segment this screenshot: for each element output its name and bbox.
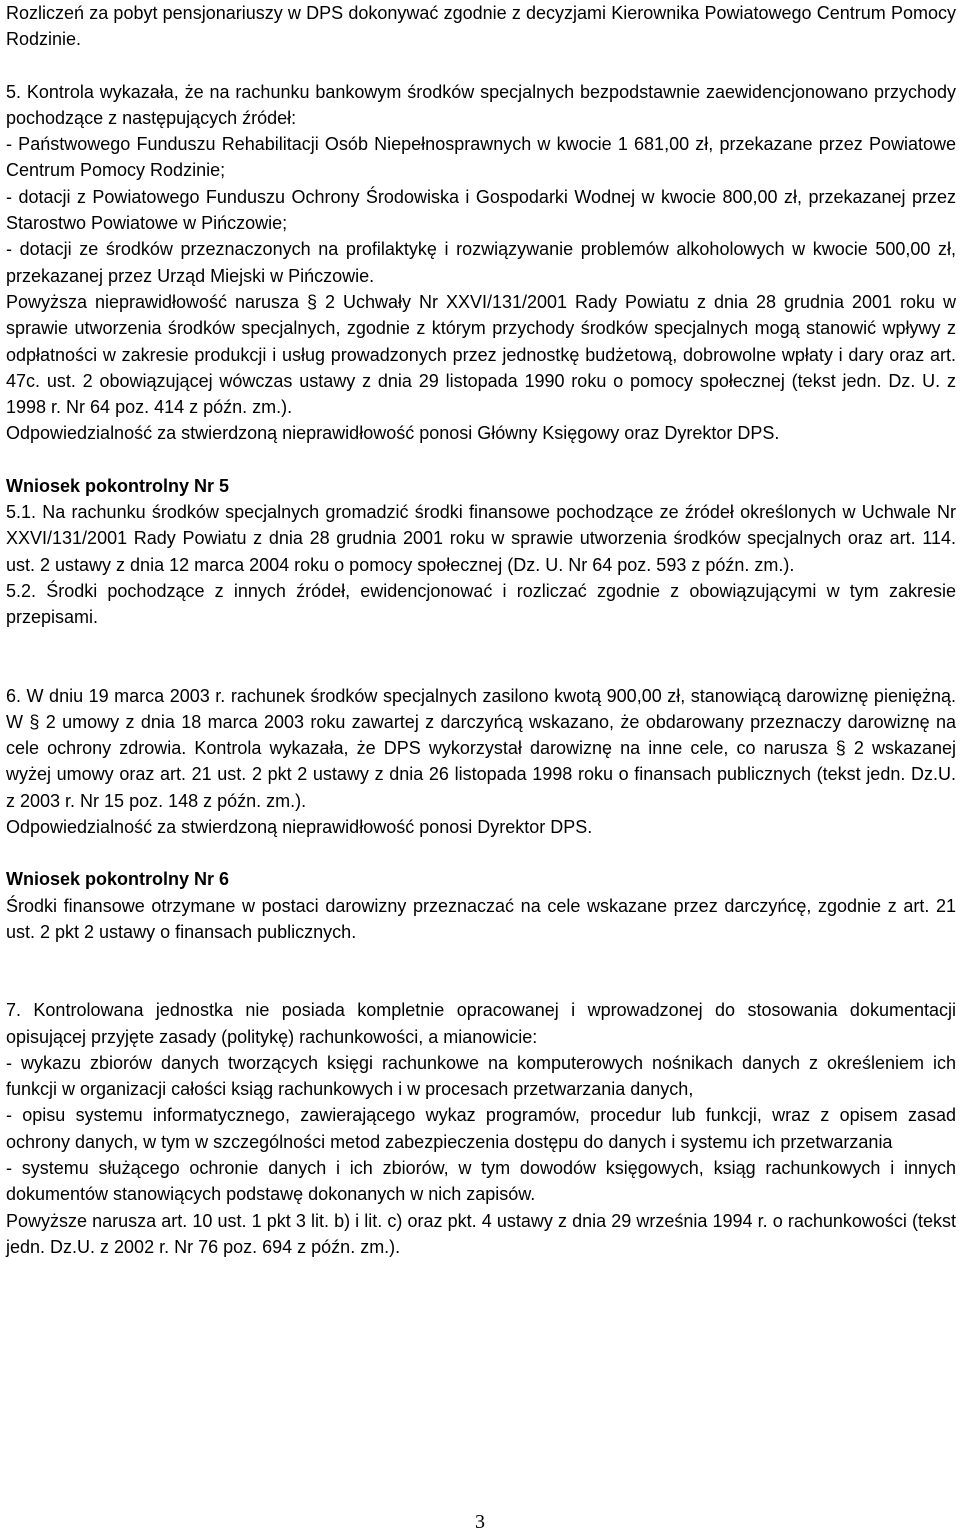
wniosek5-paragraph: 5.2. Środki pochodzące z innych źródeł, ewidencjonować i rozliczać zgodnie z obowiązującymi w tym zakresie przepisami. — [6, 580, 956, 628]
spacer — [6, 447, 956, 473]
spacer — [6, 631, 956, 683]
section5-paragraph: 5. Kontrola wykazała, że na rachunku bankowym środków specjalnych bezpodstawnie zaewidencjonowano przychody pochodzące z następujących źródeł: — [6, 81, 956, 128]
document-page — [6, 0, 956, 1260]
section5-responsibility: Odpowiedzialność za stwierdzoną nieprawidłowość ponosi Główny Księgowy oraz Dyrektor DPS. — [6, 423, 780, 444]
section7-item: - systemu służącego ochronie danych i ich zbiorów, w tym dowodów księgowych, ksiąg rachunkowych i innych dokumentów stanowiących podstawę dokonanych w nich zapisów. — [6, 1157, 956, 1205]
section7-paragraph: 7. Kontrolowana jednostka nie posiada kompletnie opracowanej i wprowadzonej do stosowania dokumentacji opisującej przyjęte zasady (politykę) rachunkowości, a mianowicie: — [6, 1000, 956, 1047]
wniosek5-paragraph: 5.1. Na rachunku środków specjalnych gromadzić środki finansowe pochodzące ze źródeł określonych w Uchwale Nr XXVI/131/2001 Rady Powiatu z dnia 28 grudnia 2001 roku w sprawie utworzenia środków specjalnych oraz art. 114. ust. 2 ustawy z dnia 12 marca 2004 roku o pomocy społecznej (Dz. U. Nr 64 poz. 593 z późn. zm.). — [6, 502, 956, 575]
section5-item: - dotacji ze środków przeznaczonych na profilaktykę i rozwiązywanie problemów alkoholowych w kwocie 500,00 zł, przekazanej przez Urząd Miejski w Pińczowie. — [6, 239, 956, 286]
wniosek5-heading: Wniosek pokontrolny Nr 5 — [6, 475, 230, 496]
spacer — [6, 945, 956, 997]
section6-paragraph: 6. W dniu 19 marca 2003 r. rachunek środków specjalnych zasilono kwotą 900,00 zł, stanowiącą darowiznę pieniężną. W § 2 umowy z dnia 18 marca 2003 roku zawartej z darczyńcą wskazano, że obdarowany przeznaczy darowiznę na cele ochrony zdrowia. Kontrola wykazała, że DPS wykorzystał darowiznę na inne cele, co narusza § 2 wskazanej wyżej umowy oraz art. 21 ust. 2 pkt 2 ustawy z dnia 26 listopada 1998 roku o finansach publicznych (tekst jedn. Dz.U. z 2003 r. Nr 15 poz. 148 z późn. zm.). — [6, 685, 956, 811]
intro-paragraph: Rozliczeń za pobyt pensjonariuszy w DPS dokonywać zgodnie z decyzjami Kierownika Powiatowego Centrum Pomocy Rodzinie. — [6, 3, 956, 50]
section5-item: - dotacji z Powiatowego Funduszu Ochrony Środowiska i Gospodarki Wodnej w kwocie 800,00 zł, przekazanej przez Starostwo Powiatowe w Pińczowie; — [6, 186, 956, 234]
section7-item: - opisu systemu informatycznego, zawierającego wykaz programów, procedur lub funkcji, wraz z opisem zasad ochrony danych, w tym w szczególności metod zabezpieczenia dostępu do danych i systemu ich przetwarzania — [6, 1105, 956, 1152]
page-number: 3 — [475, 1511, 485, 1533]
section7-violation: Powyższe narusza art. 10 ust. 1 pkt 3 lit. b) i lit. c) oraz pkt. 4 ustawy z dnia 29 września 1994 r. o rachunkowości (tekst jedn. Dz.U. z 2002 r. Nr 76 poz. 694 z późn. zm.). — [6, 1210, 956, 1257]
section5-violation: Powyższa nieprawidłowość narusza § 2 Uchwały Nr XXVI/131/2001 Rady Powiatu z dnia 28 grudnia 2001 roku w sprawie utworzenia środków specjalnych, zgodnie z którym przychody środków specjalnych mogą stanowić wpływy z odpłatności w zakresie produkcji i usług prowadzonych przez jednostkę budżetową, dobrowolne wpłaty i dary oraz art. 47c. ust. 2 obowiązującej wówczas ustawy z dnia 29 listopada 1990 roku o pomocy społecznej (tekst jedn. Dz. U. z 1998 r. Nr 64 poz. 414 z późn. zm.). — [6, 291, 956, 418]
section6-responsibility: Odpowiedzialność za stwierdzoną nieprawidłowość ponosi Dyrektor DPS. — [6, 817, 593, 838]
wniosek6-heading: Wniosek pokontrolny Nr 6 — [6, 869, 230, 890]
section5-item: - Państwowego Funduszu Rehabilitacji Osób Niepełnosprawnych w kwocie 1 681,00 zł, przekazane przez Powiatowe Centrum Pomocy Rodzinie; — [6, 134, 956, 181]
spacer — [6, 53, 956, 79]
spacer — [6, 840, 956, 866]
section7-item: - wykazu zbiorów danych tworzących księgi rachunkowe na komputerowych nośnikach danych z określeniem ich funkcji w organizacji całości ksiąg rachunkowych i w procesach przetwarzania danych, — [6, 1052, 956, 1100]
wniosek6-paragraph: Środki finansowe otrzymane w postaci darowizny przeznaczać na cele wskazane przez darczyńcę, zgodnie z art. 21 ust. 2 pkt 2 ustawy o finansach publicznych. — [6, 895, 956, 942]
